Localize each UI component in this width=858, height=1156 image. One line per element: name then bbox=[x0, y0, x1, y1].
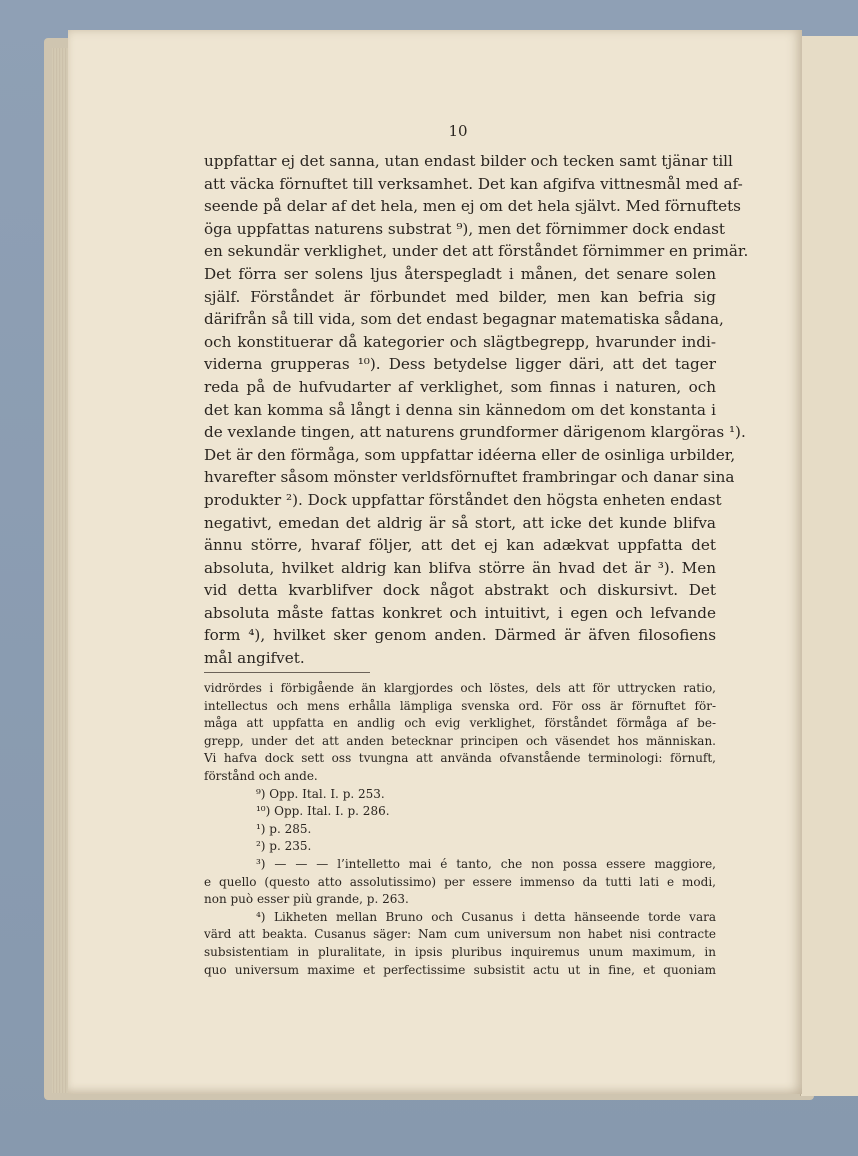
facing-page bbox=[800, 36, 858, 1096]
footnote-4-line: ⁴) Likheten mellan Bruno och Cusanus i detta hänseende torde vara bbox=[256, 909, 716, 924]
body-line: mål angifvet. bbox=[204, 649, 305, 668]
footnote-ref: ²) p. 235. bbox=[256, 839, 312, 854]
body-line: att väcka förnuftet till verksamhet. Det kan afgifva vittnesmål med af- bbox=[204, 174, 743, 193]
footnote-line: förstånd och ande. bbox=[204, 768, 318, 783]
body-line: det kan komma så långt i denna sin kännedom om det konstanta i bbox=[204, 400, 716, 419]
body-line: Det förra ser solens ljus återspegladt i månen, det senare solen bbox=[204, 264, 716, 283]
body-line: form ⁴), hvilket sker genom anden. Därmed är äfven filosofiens bbox=[204, 626, 716, 645]
footnote-line: vidrördes i förbigående än klargjordes och löstes, dels att för uttrycken ratio, bbox=[204, 681, 716, 695]
body-line: reda på de hufvudarter af verklighet, som finnas i naturen, och bbox=[204, 377, 716, 396]
body-line: produkter ²). Dock uppfattar förståndet den högsta enheten endast bbox=[204, 490, 722, 509]
body-line: öga uppfattas naturens substrat ⁹), men det förnimmer dock endast bbox=[204, 219, 726, 238]
body-line: vid detta kvarblifver dock något abstrakt och diskursivt. Det bbox=[204, 581, 716, 600]
body-line: absoluta måste fattas konkret och intuitivt, i egen och lefvande bbox=[204, 603, 716, 622]
footnote-4-line: subsistentiam in pluralitate, in ipsis pluribus inquiremus unum maximum, in bbox=[204, 944, 716, 959]
page-number: 10 bbox=[448, 122, 468, 140]
body-line: därifrån så till vida, som det endast begagnar matematiska sådana, bbox=[204, 310, 724, 329]
body-line: Det är den förmåga, som uppfattar idéerna eller de osinliga urbilder, bbox=[204, 445, 736, 464]
body-line: själf. Förståndet är förbundet med bilder, men kan befria sig bbox=[204, 287, 716, 306]
footnote-divider bbox=[204, 672, 370, 673]
body-line: en sekundär verklighet, under det att förståndet förnimmer en primär. bbox=[204, 242, 749, 261]
footnote-line: måga att uppfatta en andlig och evig verklighet, förståndet förmåga af be- bbox=[204, 716, 716, 731]
footnote-4-line: quo universum maxime et perfectissime subsistit actu ut in fine, et quoniam bbox=[204, 962, 716, 977]
footnote-3-line: ³) — — — l’intelletto mai é tanto, che non possa essere maggiore, bbox=[256, 856, 716, 871]
footnote-line: grepp, under det att anden betecknar principen och väsendet hos människan. bbox=[204, 733, 716, 748]
body-text bbox=[204, 150, 749, 670]
body-line: de vexlande tingen, att naturens grundformer därigenom klargöras ¹). bbox=[204, 423, 746, 442]
footnote-3-line: non può esser più grande, p. 263. bbox=[204, 892, 409, 907]
body-line: absoluta, hvilket aldrig kan blifva större än hvad det är ³). Men bbox=[204, 558, 716, 577]
footnote-ref: ¹) p. 285. bbox=[256, 821, 312, 836]
body-line: och konstituerar då kategorier och slägtbegrepp, hvarunder indi- bbox=[204, 332, 716, 351]
footnote-3-line: e quello (questo atto assolutissimo) per essere immenso da tutti lati e modi, bbox=[204, 874, 716, 889]
footnote-line: intellectus och mens erhålla lämpliga svenska ord. För oss är förnuftet för- bbox=[204, 698, 716, 713]
body-line: negativt, emedan det aldrig är så stort, att icke det kunde blifva bbox=[204, 513, 716, 532]
body-line: uppfattar ej det sanna, utan endast bilder och tecken samt tjänar till bbox=[204, 152, 733, 170]
footnote-line: Vi hafva dock sett oss tvungna att använda ofvanstående terminologi: förnuft, bbox=[204, 751, 716, 766]
footnote-ref: ⁹) Opp. Ital. I. p. 253. bbox=[256, 786, 385, 801]
footnote-ref: ¹⁰) Opp. Ital. I. p. 286. bbox=[256, 804, 390, 819]
footnotes bbox=[204, 680, 716, 979]
body-line: ännu större, hvaraf följer, att det ej kan adækvat uppfatta det bbox=[204, 536, 716, 555]
footnote-4-line: värd att beakta. Cusanus säger: Nam cum universum non habet nisi contracte bbox=[204, 927, 716, 942]
body-line: hvarefter såsom mönster verldsförnuftet frambringar och danar sina bbox=[204, 468, 735, 487]
body-line: seende på delar af det hela, men ej om det hela självt. Med förnuftets bbox=[204, 197, 741, 216]
body-line: viderna grupperas ¹⁰). Dess betydelse ligger däri, att det tager bbox=[204, 355, 716, 374]
